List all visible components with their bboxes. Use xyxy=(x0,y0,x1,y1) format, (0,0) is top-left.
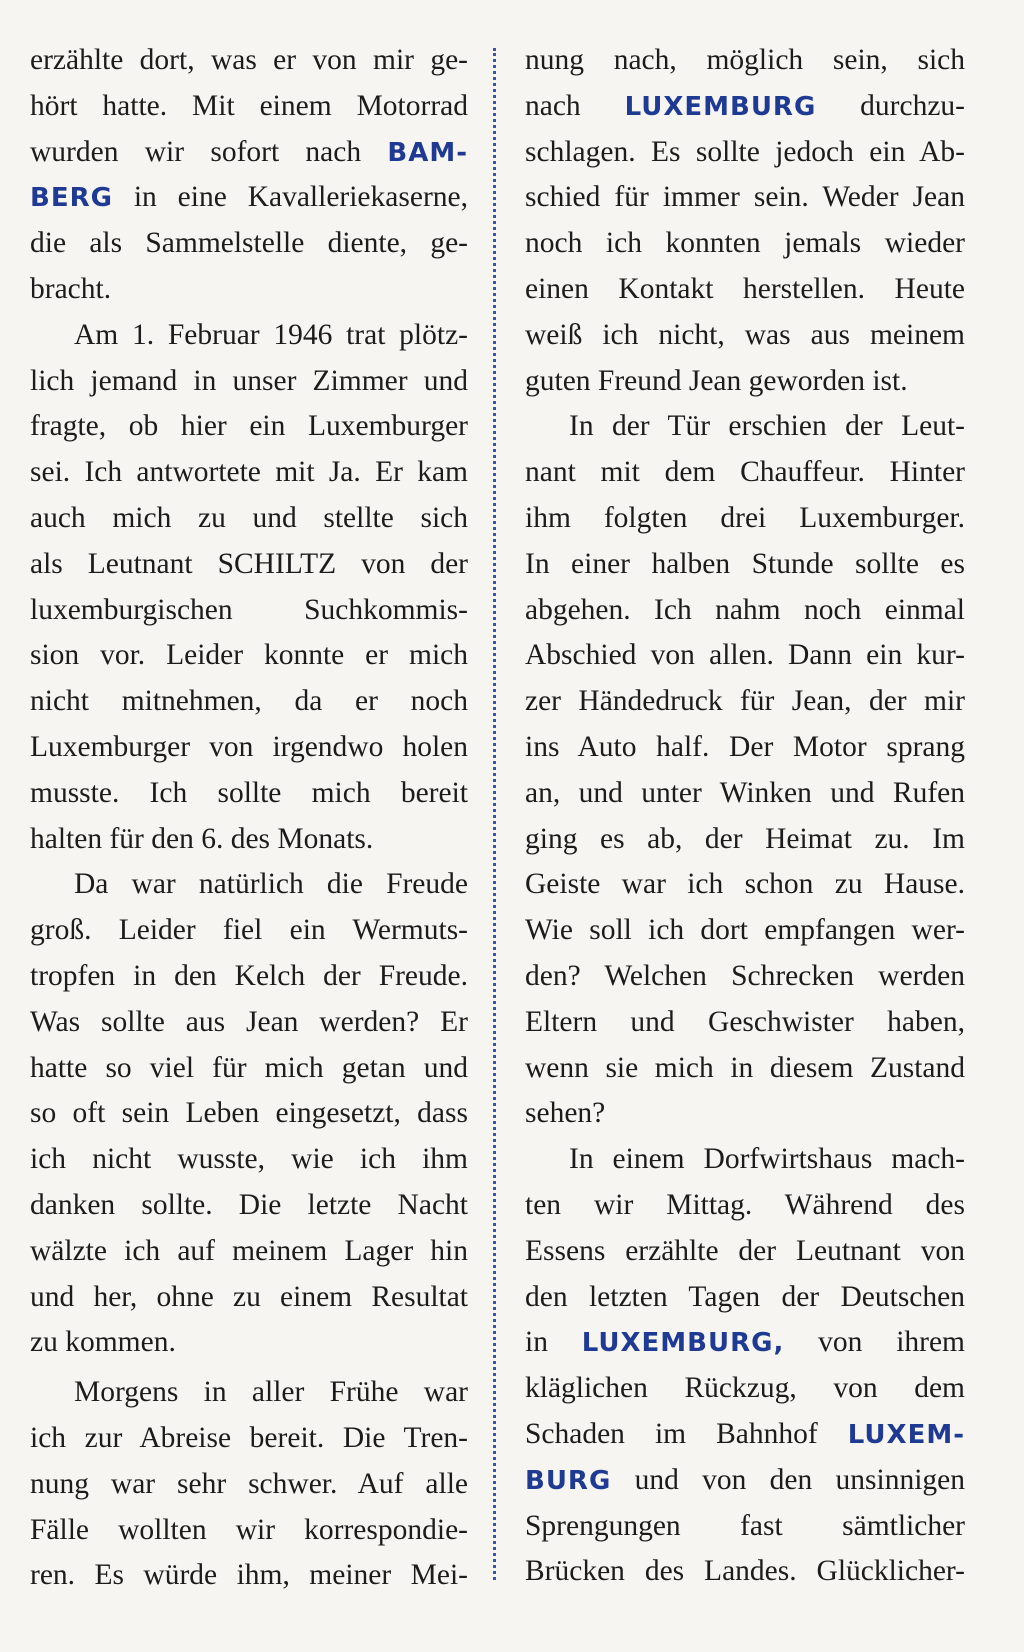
text-line xyxy=(30,954,468,1000)
text-segment: die als Sammelstelle diente, ge- xyxy=(30,227,468,260)
text-line xyxy=(525,862,965,908)
text-line xyxy=(30,771,468,817)
text-segment: zer Händedruck für Jean, der mir xyxy=(525,685,965,718)
text-line xyxy=(30,450,468,496)
text-line xyxy=(30,588,468,634)
text-segment: Sprengungen fast sämtlicher xyxy=(525,1509,965,1542)
text-segment: nicht mitnehmen, da er noch xyxy=(30,685,468,718)
text-segment: wurden wir sofort nach xyxy=(30,135,388,168)
text-segment: ich nicht wusste, wie ich ihm xyxy=(30,1143,468,1176)
column-divider xyxy=(493,48,496,1580)
text-line xyxy=(525,84,965,130)
text-segment: ren. Es würde ihm, meiner Mei- xyxy=(30,1559,468,1592)
text-segment: nung nach, möglich sein, sich xyxy=(525,44,965,76)
text-line xyxy=(525,496,965,542)
text-line xyxy=(525,1275,965,1321)
text-line xyxy=(525,1229,965,1275)
text-segment: erzählte dort, was er von mir ge- xyxy=(30,44,468,76)
text-line xyxy=(525,908,965,954)
text-segment: Luxemburger von irgendwo holen xyxy=(30,730,468,763)
text-segment: Geiste war ich schon zu Hause. xyxy=(525,868,965,901)
text-segment: ihm folgten drei Luxemburger. xyxy=(525,501,965,534)
text-line xyxy=(525,1504,965,1550)
text-line xyxy=(30,542,468,588)
text-segment: Was sollte aus Jean werden? Er xyxy=(30,1005,468,1038)
text-segment: danken sollte. Die letzte Nacht xyxy=(30,1188,468,1221)
text-segment: in eine Kavalleriekaserne, xyxy=(112,181,468,214)
text-segment: In einem Dorfwirtshaus mach- xyxy=(569,1143,965,1176)
text-line xyxy=(525,175,965,221)
text-line xyxy=(30,908,468,954)
text-segment: schied für immer sein. Weder Jean xyxy=(525,181,965,214)
text-line xyxy=(30,725,468,771)
text-line xyxy=(30,84,468,130)
text-segment: nach xyxy=(525,89,625,122)
text-line xyxy=(525,542,965,588)
text-segment: in xyxy=(525,1326,582,1359)
text-line xyxy=(525,1320,965,1366)
text-line xyxy=(30,359,468,405)
text-segment: Schaden im Bahnhof xyxy=(525,1417,848,1450)
place-name: BAM- xyxy=(387,137,468,168)
text-line xyxy=(525,1046,965,1092)
text-line xyxy=(525,1412,965,1458)
text-segment: Essens erzählte der Leutnant von xyxy=(525,1234,965,1267)
text-line xyxy=(525,359,965,405)
text-line xyxy=(30,1508,468,1554)
text-line xyxy=(30,130,468,176)
text-line xyxy=(30,1275,468,1321)
text-segment: durchzu- xyxy=(816,89,965,122)
text-segment: Da war natürlich die Freude xyxy=(74,868,468,901)
text-line xyxy=(525,1091,965,1137)
text-segment: von ihrem xyxy=(784,1326,966,1359)
text-segment: kläglichen Rückzug, von dem xyxy=(525,1372,965,1405)
text-segment: Am 1. Februar 1946 trat plötz- xyxy=(74,318,468,351)
text-line xyxy=(525,1366,965,1412)
text-segment: Brücken des Landes. Glücklicher- xyxy=(525,1555,965,1588)
text-segment: lich jemand in unser Zimmer und xyxy=(30,364,468,397)
text-line xyxy=(525,450,965,496)
text-line xyxy=(525,1183,965,1229)
text-line xyxy=(525,1137,965,1183)
text-segment: Morgens in aller Frühe war xyxy=(74,1376,468,1409)
text-segment: halten für den 6. des Monats. xyxy=(30,822,374,855)
text-line xyxy=(30,1091,468,1137)
text-line xyxy=(525,725,965,771)
text-line xyxy=(30,1000,468,1046)
text-segment: In einer halben Stunde sollte es xyxy=(525,547,965,580)
text-segment: Wie soll ich dort empfangen wer- xyxy=(525,914,965,947)
text-line xyxy=(30,221,468,267)
text-line xyxy=(30,862,468,908)
text-segment: sion vor. Leider konnte er mich xyxy=(30,639,468,672)
text-line xyxy=(30,404,468,450)
text-segment: fragte, ob hier ein Luxemburger xyxy=(30,410,468,443)
text-line xyxy=(30,1553,468,1599)
text-line xyxy=(525,954,965,1000)
text-segment: hatte so viel für mich getan und xyxy=(30,1051,468,1084)
place-name: BURG xyxy=(525,1465,612,1496)
place-name: LUXEM- xyxy=(847,1419,965,1450)
text-line xyxy=(30,679,468,725)
text-line xyxy=(525,1000,965,1046)
text-segment: hört hatte. Mit einem Motorrad xyxy=(30,89,468,122)
text-line xyxy=(30,817,468,863)
text-segment: und her, ohne zu einem Resultat xyxy=(30,1280,468,1313)
text-segment: wenn sie mich in diesem Zustand xyxy=(525,1051,965,1084)
text-line xyxy=(525,1458,965,1504)
text-segment: noch ich konnten jemals wieder xyxy=(525,227,965,260)
text-line xyxy=(525,130,965,176)
text-line xyxy=(30,633,468,679)
text-line xyxy=(525,221,965,267)
text-segment: tropfen in den Kelch der Freude. xyxy=(30,959,468,992)
text-line xyxy=(30,313,468,359)
text-line xyxy=(525,633,965,679)
text-line xyxy=(30,1137,468,1183)
text-line xyxy=(30,496,468,542)
place-name: LUXEMBURG xyxy=(624,91,817,122)
text-segment: groß. Leider fiel ein Wermuts- xyxy=(30,914,468,947)
text-segment: schlagen. Es sollte jedoch ein Ab- xyxy=(525,135,965,168)
text-segment: guten Freund Jean geworden ist. xyxy=(525,364,908,397)
text-segment: zu kommen. xyxy=(30,1326,176,1359)
text-segment: sehen? xyxy=(525,1097,606,1130)
right-text-column xyxy=(525,38,965,1595)
text-segment: Fälle wollten wir korrespondie- xyxy=(30,1513,468,1546)
left-text-column xyxy=(30,38,468,1599)
text-segment: luxemburgischen Suchkommis- xyxy=(30,593,468,626)
text-segment: ging es ab, der Heimat zu. Im xyxy=(525,822,965,855)
text-segment: ich zur Abreise bereit. Die Tren- xyxy=(30,1421,468,1454)
text-segment: ins Auto half. Der Motor sprang xyxy=(525,730,965,763)
text-line xyxy=(30,1046,468,1092)
text-line xyxy=(30,1370,468,1416)
text-line xyxy=(525,1549,965,1595)
text-segment: ten wir Mittag. Während des xyxy=(525,1188,965,1221)
text-segment: weiß ich nicht, was aus meinem xyxy=(525,318,965,351)
text-segment: und von den unsinnigen xyxy=(611,1463,965,1496)
text-line xyxy=(30,1320,468,1366)
text-line xyxy=(30,1229,468,1275)
text-line xyxy=(525,679,965,725)
text-segment: auch mich zu und stellte sich xyxy=(30,501,468,534)
place-name: LUXEMBURG, xyxy=(581,1328,785,1359)
text-line xyxy=(525,38,965,84)
text-segment: Eltern und Geschwister haben, xyxy=(525,1005,965,1038)
text-line xyxy=(525,771,965,817)
text-segment: In der Tür erschien der Leut- xyxy=(569,410,965,443)
text-segment: so oft sein Leben eingesetzt, dass xyxy=(30,1097,468,1130)
text-segment: einen Kontakt herstellen. Heute xyxy=(525,272,965,305)
text-segment: als Leutnant SCHILTZ von der xyxy=(30,547,468,580)
text-segment: nant mit dem Chauffeur. Hinter xyxy=(525,456,965,489)
text-line xyxy=(525,588,965,634)
text-line xyxy=(30,1416,468,1462)
text-line xyxy=(30,1462,468,1508)
text-line xyxy=(525,313,965,359)
text-line xyxy=(30,175,468,221)
text-line xyxy=(30,267,468,313)
text-segment: den? Welchen Schrecken werden xyxy=(525,959,965,992)
text-segment: wälzte ich auf meinem Lager hin xyxy=(30,1234,468,1267)
text-line xyxy=(30,1183,468,1229)
text-line xyxy=(525,404,965,450)
text-line xyxy=(525,267,965,313)
text-segment: den letzten Tagen der Deutschen xyxy=(525,1280,965,1313)
text-segment: musste. Ich sollte mich bereit xyxy=(30,776,468,809)
text-segment: Abschied von allen. Dann ein kur- xyxy=(525,639,965,672)
text-segment: bracht. xyxy=(30,272,112,305)
text-line xyxy=(525,817,965,863)
text-segment: abgehen. Ich nahm noch einmal xyxy=(525,593,965,626)
place-name: BERG xyxy=(30,183,113,214)
text-segment: an, und unter Winken und Rufen xyxy=(525,776,965,809)
text-line xyxy=(30,38,468,84)
text-segment: nung war sehr schwer. Auf alle xyxy=(30,1467,468,1500)
text-segment: sei. Ich antwortete mit Ja. Er kam xyxy=(30,456,468,489)
